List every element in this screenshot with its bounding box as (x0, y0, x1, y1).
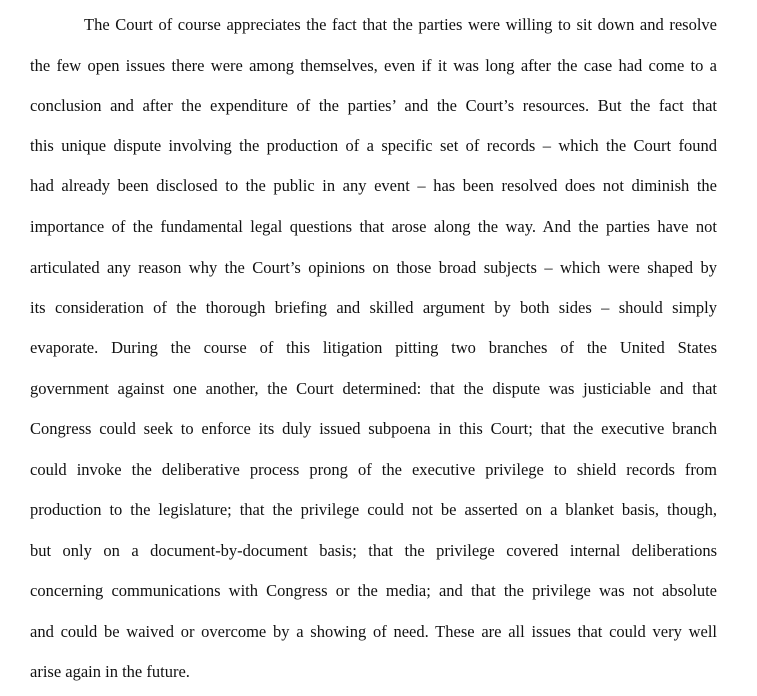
paragraph-line-3: conclusion and after the expenditure of the parties’ and the Court’s resources. But the fact that (30, 96, 717, 115)
paragraph-line-17: arise again in the future. (30, 662, 190, 681)
paragraph-line-2: the few open issues there were among themselves, even if it was long after the case had come to a (30, 56, 717, 75)
paragraph-line-15: concerning communications with Congress or the media; and that the privilege was not absolute (30, 581, 717, 600)
paragraph-line-1: The Court of course appreciates the fact that the parties were willing to sit down and resolve (84, 15, 717, 34)
paragraph-line-7: articulated any reason why the Court’s opinions on those broad subjects – which were shaped by (30, 258, 717, 277)
paragraph-line-8: its consideration of the thorough briefing and skilled argument by both sides – should simply (30, 298, 717, 317)
paragraph-line-14: but only on a document-by-document basis; that the privilege covered internal deliberations (30, 541, 717, 560)
paragraph-line-12: could invoke the deliberative process prong of the executive privilege to shield records from (30, 460, 717, 479)
paragraph-line-13: production to the legislature; that the privilege could not be asserted on a blanket basis, though, (30, 500, 717, 519)
paragraph-line-11: Congress could seek to enforce its duly issued subpoena in this Court; that the executive branch (30, 419, 717, 438)
paragraph-line-16: and could be waived or overcome by a showing of need. These are all issues that could very well (30, 622, 717, 641)
paragraph-line-6: importance of the fundamental legal questions that arose along the way. And the parties have not (30, 217, 717, 236)
paragraph-line-10: government against one another, the Court determined: that the dispute was justiciable and that (30, 379, 717, 398)
paragraph-line-4: this unique dispute involving the production of a specific set of records – which the Court found (30, 136, 717, 155)
paragraph-line-5: had already been disclosed to the public in any event – has been resolved does not diminish the (30, 176, 717, 195)
paragraph-line-9: evaporate. During the course of this litigation pitting two branches of the United States (30, 338, 717, 357)
